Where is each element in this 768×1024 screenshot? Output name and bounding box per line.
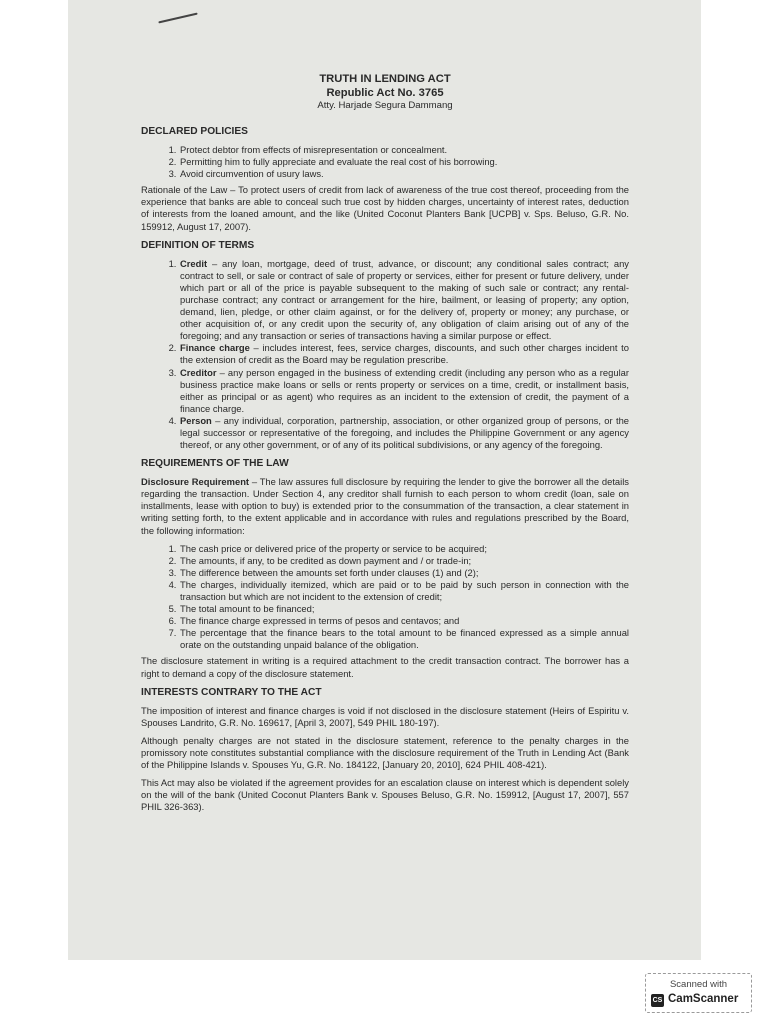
document-subtitle: Republic Act No. 3765 — [326, 87, 444, 99]
definition-term: Person — [180, 414, 212, 426]
section-heading-declared-policies: DECLARED POLICIES — [141, 126, 248, 137]
camscanner-logo-icon: CS — [651, 994, 664, 1007]
list-item: 4. The charges, individually itemized, which are paid or to be paid by such person in connection with the transaction but which are not incident to the extension of credit; — [179, 579, 629, 603]
document-content — [141, 72, 629, 819]
disclosure-closing-paragraph: The disclosure statement in writing is a required attachment to the credit transaction contract. The borrower has a right to demand a copy of the disclosure statement. — [141, 655, 629, 679]
declared-policies-list — [141, 144, 629, 180]
definition-text: – any individual, corporation, partnership, association, or other organized group of persons, or the legal successor or representative of the foregoing, and includes the Philippine Government or any agency thereof, or any other government, or of any of its political subdivisions, or any agency of the foregoing. — [180, 414, 629, 451]
definition-text: – includes interest, fees, service charges, discounts, and such other charges incident to the extension of credit as the Board may be regulation prescribe. — [180, 342, 629, 366]
disclosure-text: – The law assures full disclosure by requiring the lender to give the borrower all the details regarding the transaction. Under Section 4, any creditor shall furnish to each person to whom credit (loan, sale on installments, lease with option to buy) is extended prior to the consummation of the transaction, a clear statement in writing setting forth, to the extent applicable and in accordance with rules and regulations prescribed by the Board, the following information: — [141, 476, 629, 536]
interests-paragraph: This Act may also be violated if the agreement provides for an escalation clause on interest which is dependent solely on the will of the bank (United Coconut Planters Bank v. Spouses Beluso, G.R. No. 159912, [August 17, 2007], 557 PHIL 326-363). — [141, 777, 629, 813]
definition-term: Creditor — [180, 366, 217, 378]
definition-text: – any person engaged in the business of extending credit (including any person who as a regular business practice make loans or sells or rents property or services on a time, credit, or installment basis, either as principal or as agent) who requires as an incident to the extension of credit, the payment of a finance charge. — [180, 366, 629, 414]
scanned-page — [68, 0, 701, 960]
list-item: 7. The percentage that the finance bears to the total amount to be financed expressed as a simple annual orate on the outstanding unpaid balance of the obligation. — [179, 627, 629, 651]
definition-item — [179, 415, 629, 451]
definitions-list — [141, 258, 629, 452]
definition-term: Finance charge — [180, 342, 250, 354]
list-item: 1. The cash price or delivered price of the property or service to be acquired; — [179, 543, 629, 555]
definition-text: – any loan, mortgage, deed of trust, advance, or discount; any conditional sales contract; any contract to sell, or sale or contract of sale of property or services, either for present or future delivery, under which part or all of the price is payable subsequent to the making of such sale or contract; any rental-purchase contract; any contract or arrangement for the hire, bailment, or leasing of property; any option, demand, lien, pledge, or other claim against, or for the delivery of, property or money; any purchase, or other acquisition of, or any credit upon the security of, any obligation of claim arising out of any of the foregoing; and any transaction or series of transactions having a similar purpose or effect. — [180, 257, 629, 342]
definition-item — [179, 258, 629, 343]
list-item: 3. The difference between the amounts set forth under clauses (1) and (2); — [179, 567, 629, 579]
section-heading-definitions: DEFINITION OF TERMS — [141, 239, 255, 251]
disclosure-items-list — [141, 543, 629, 652]
section-heading-requirements: REQUIREMENTS OF THE LAW — [141, 458, 289, 470]
document-author: Atty. Harjade Segura Dammang — [317, 100, 453, 111]
section-heading-interests: INTERESTS CONTRARY TO THE ACT — [141, 686, 322, 698]
disclosure-label: Disclosure Requirement — [141, 476, 250, 488]
document-header — [141, 72, 629, 112]
list-item: 2. The amounts, if any, to be credited as down payment and / or trade-in; — [179, 555, 629, 567]
document-title: TRUTH IN LENDING ACT — [319, 73, 451, 85]
definition-item — [179, 367, 629, 415]
list-item: 1. Protect debtor from effects of misrepresentation or concealment. — [179, 144, 629, 156]
list-item: 3. Avoid circumvention of usury laws. — [179, 168, 629, 180]
disclosure-paragraph — [141, 476, 629, 536]
watermark-scanned-with: Scanned with — [669, 979, 728, 990]
interests-paragraph: Although penalty charges are not stated in the disclosure statement, reference to the penalty charges in the promissory note constitutes substantial compliance with the disclosure requirement of the Truth in Lending Act (Bank of the Philippine Islands v. Spouses Yu, G.R. No. 184122, [January 20, 2010], 624 PHIL 408-421). — [141, 734, 629, 771]
list-item: 2. Permitting him to fully appreciate and evaluate the real cost of his borrowing. — [179, 156, 629, 168]
definition-term: Credit — [180, 257, 208, 269]
rationale-paragraph: Rationale of the Law – To protect users of credit from lack of awareness of the true cost thereof, proceeding from the experience that banks are able to conceal such true cost by hidden charges, uncertainty of interest rates, deduction of interests from the loaned amount, and the like (United Coconut Planters Bank [UCPB] v. Sps. Beluso, G.R. No. 159912, August 17, 2007). — [141, 184, 629, 232]
list-item: 6. The finance charge expressed in terms of pesos and centavos; and — [179, 615, 629, 627]
watermark-brand: CamScanner — [668, 993, 739, 1005]
definition-item — [179, 342, 629, 366]
interests-paragraph: The imposition of interest and finance charges is void if not disclosed in the disclosure statement (Heirs of Espiritu v. Spouses Landrito, G.R. No. 169617, [April 3, 2007], 549 PHIL 180-197). — [141, 704, 629, 728]
pen-mark — [158, 13, 197, 24]
camscanner-watermark — [645, 973, 752, 1013]
list-item: 5. The total amount to be financed; — [179, 603, 629, 615]
